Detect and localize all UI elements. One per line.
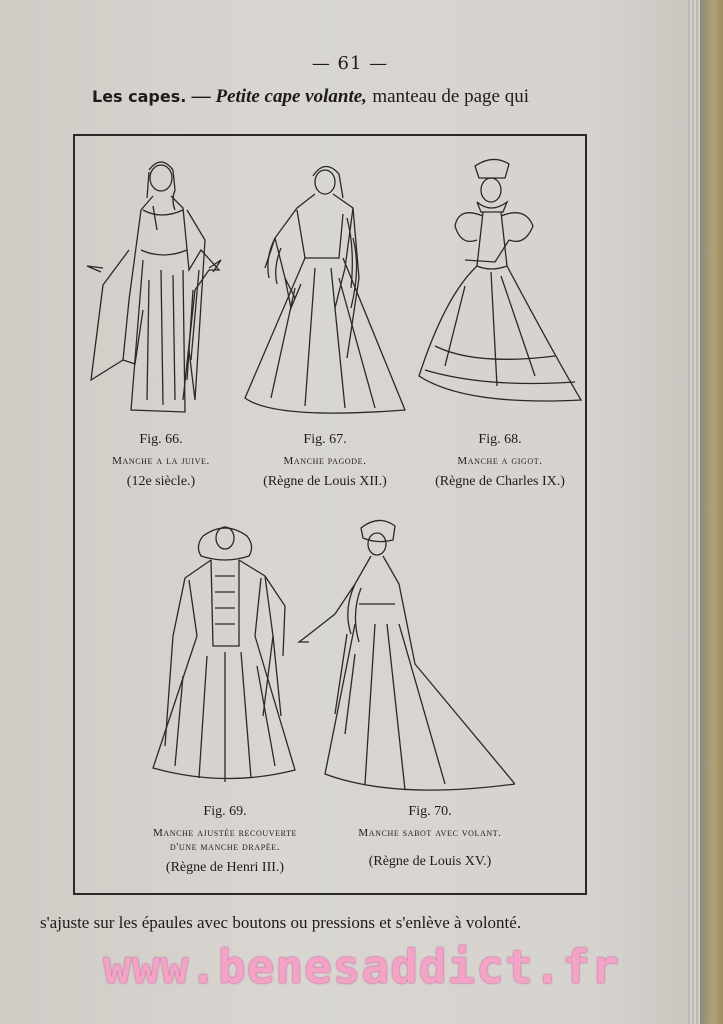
fig-68-title: Manche a gigot. xyxy=(457,455,543,467)
body-paragraph: s'ajuste sur les épaules avec boutons ou pressions et s'enlève à volonté. xyxy=(40,913,522,932)
fig-70-reign: (Règne de Louis XV.) xyxy=(368,854,492,869)
fig-69-reign: (Règne de Henri III.) xyxy=(165,860,285,875)
caption-69 xyxy=(125,804,325,876)
fig-69-title-line2: d'une manche drapée. xyxy=(169,841,281,853)
caption-67 xyxy=(240,432,410,490)
figure-66-illustration xyxy=(83,150,253,430)
fig-70-number: Fig. 70. xyxy=(408,804,452,819)
fig-68-number: Fig. 68. xyxy=(478,432,522,447)
fig-69-title: Manche ajustée recouverte xyxy=(152,827,298,839)
fig-66-number: Fig. 66. xyxy=(139,432,183,447)
fig-70-title: Manche sabot avec volant. xyxy=(358,827,502,839)
fig-67-number: Fig. 67. xyxy=(303,432,347,447)
caption-68 xyxy=(415,432,585,490)
book-cover-edge xyxy=(700,0,723,1024)
fig-66-title: Manche a la juive. xyxy=(112,455,210,467)
figure-70-illustration xyxy=(295,514,515,804)
fig-69-number: Fig. 69. xyxy=(203,804,247,819)
caption-70 xyxy=(330,804,530,870)
fig-67-title: Manche pagode. xyxy=(283,455,367,467)
figure-67-illustration xyxy=(235,158,415,438)
heading-title: Les capes. xyxy=(92,87,187,106)
heading-continuation: manteau de page qui xyxy=(372,86,529,107)
fig-66-reign: (12e siècle.) xyxy=(126,474,196,489)
fig-68-reign: (Règne de Charles IX.) xyxy=(435,474,565,489)
heading-subtitle: — Petite cape volante, xyxy=(191,86,367,107)
figure-68-illustration xyxy=(405,156,585,436)
page-stack-edge xyxy=(688,0,700,1024)
fig-67-reign: (Règne de Louis XII.) xyxy=(263,474,387,489)
caption-66 xyxy=(75,432,247,490)
figure-69-illustration xyxy=(145,516,315,796)
page-number: — 61 — xyxy=(311,53,389,74)
section-heading xyxy=(92,86,529,108)
watermark-text: www.benesaddict.fr xyxy=(103,940,620,994)
illustration-plate xyxy=(73,134,587,895)
